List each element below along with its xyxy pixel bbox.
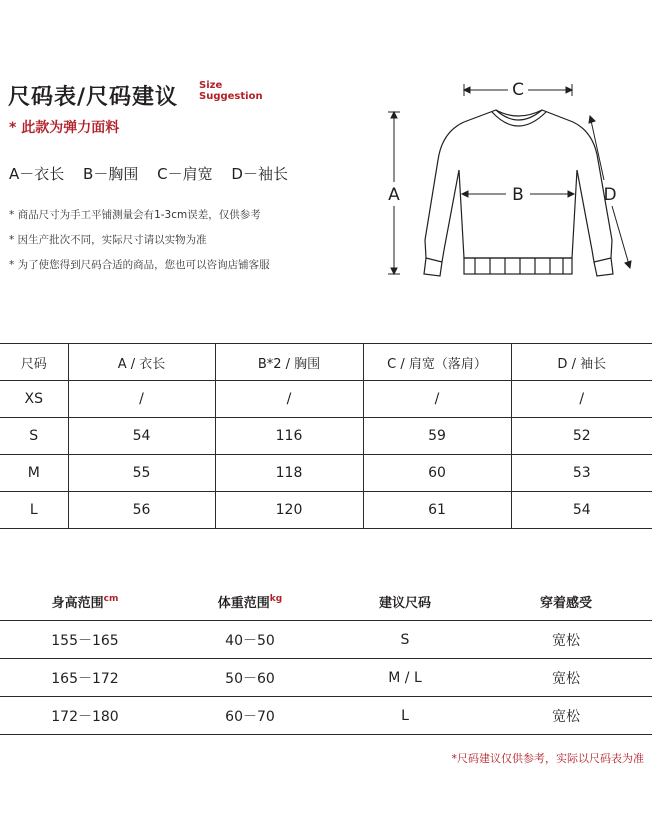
header-sleeve: D / 袖长 (511, 344, 652, 381)
cell: 120 (215, 492, 363, 529)
diagram-label-d: D (603, 185, 617, 205)
legend-a: A－衣长 (9, 165, 65, 183)
cell: 116 (215, 418, 363, 455)
measurement-legend (9, 163, 302, 184)
cell: 宽松 (480, 697, 652, 735)
header-feel: 穿着感受 (480, 583, 652, 621)
cell: 56 (68, 492, 215, 529)
sweater-diagram (380, 70, 640, 295)
cell: M / L (330, 659, 480, 697)
diagram-label-a: A (388, 185, 400, 205)
weight-unit: kg (269, 594, 283, 604)
page-title: 尺码表/尺码建议 (8, 85, 179, 110)
cell: 宽松 (480, 659, 652, 697)
cell: 宽松 (480, 621, 652, 659)
legend-b: B－胸围 (83, 165, 139, 183)
page-subtitle-en (199, 80, 263, 102)
table-row (0, 697, 652, 735)
cell: XS (0, 381, 68, 418)
size-table (0, 343, 652, 529)
header-suggest-size: 建议尺码 (330, 583, 480, 621)
note-batch: * 因生产批次不同，实际尺寸请以实物为准 (9, 234, 207, 246)
header-shoulder: C / 肩宽（落肩） (363, 344, 511, 381)
cell: 50－60 (170, 659, 330, 697)
cell: 118 (215, 455, 363, 492)
diagram-label-b: B (512, 185, 524, 205)
cell: 155－165 (0, 621, 170, 659)
cell: / (511, 381, 652, 418)
header-weight-label: 体重范围 (217, 596, 270, 611)
note-service: * 为了使您得到尺码合适的商品，您也可以咨询店铺客服 (9, 259, 270, 271)
cell: 54 (511, 492, 652, 529)
cell: 59 (363, 418, 511, 455)
header-weight (170, 583, 330, 621)
cell: 60－70 (170, 697, 330, 735)
table-row (0, 455, 652, 492)
cell: / (68, 381, 215, 418)
subtitle-line-2: Suggestion (199, 91, 263, 102)
cell: S (330, 621, 480, 659)
header-chest: B*2 / 胸围 (215, 344, 363, 381)
cell: 53 (511, 455, 652, 492)
cell: 55 (68, 455, 215, 492)
table-row (0, 381, 652, 418)
cell: S (0, 418, 68, 455)
cell: 60 (363, 455, 511, 492)
cell: 61 (363, 492, 511, 529)
note-error: * 商品尺寸为手工平铺测量会有1-3cm误差，仅供参考 (9, 209, 261, 221)
cell: / (215, 381, 363, 418)
header-length: A / 衣长 (68, 344, 215, 381)
cell: / (363, 381, 511, 418)
cell: 40－50 (170, 621, 330, 659)
height-unit: cm (103, 594, 119, 604)
cell: L (330, 697, 480, 735)
legend-c: C－肩宽 (157, 165, 213, 183)
size-table-header (0, 344, 652, 381)
cell: 165－172 (0, 659, 170, 697)
table-row (0, 659, 652, 697)
footer-disclaimer: *尺码建议仅供参考，实际以尺码表为准 (451, 752, 644, 765)
table-row (0, 418, 652, 455)
cell: L (0, 492, 68, 529)
table-row (0, 492, 652, 529)
legend-d: D－袖长 (231, 165, 288, 183)
fit-table-header (0, 583, 652, 621)
fit-table (0, 583, 652, 735)
table-row (0, 621, 652, 659)
diagram-label-c: C (512, 80, 524, 100)
cell: M (0, 455, 68, 492)
cell: 52 (511, 418, 652, 455)
cell: 172－180 (0, 697, 170, 735)
header-height (0, 583, 170, 621)
header-height-label: 身高范围 (51, 596, 104, 611)
cell: 54 (68, 418, 215, 455)
elastic-fabric-note: * 此款为弹力面料 (9, 120, 120, 136)
subtitle-line-1: Size (199, 80, 223, 91)
header-size: 尺码 (0, 344, 68, 381)
